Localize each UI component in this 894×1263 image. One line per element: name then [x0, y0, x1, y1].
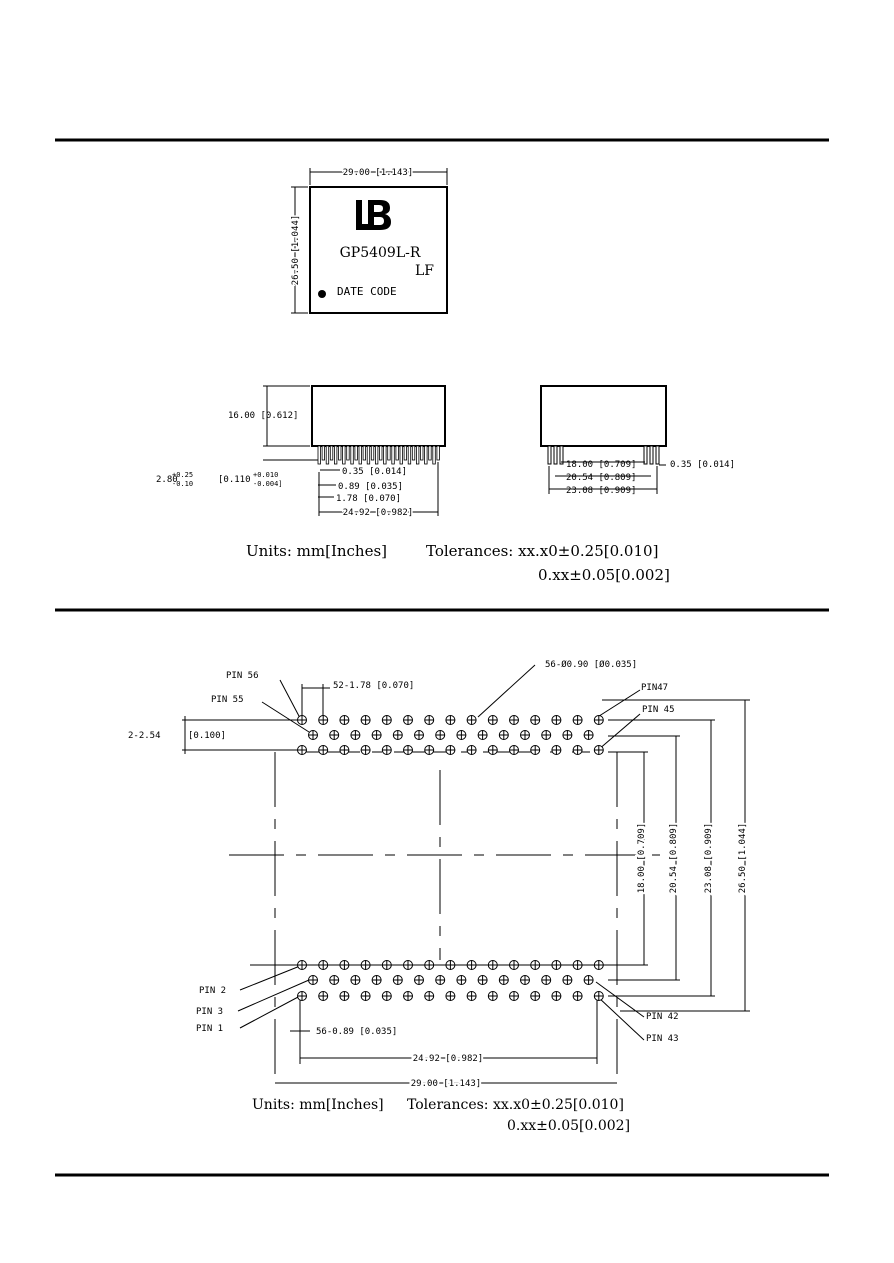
date-code: DATE CODE — [337, 285, 397, 298]
side-pin — [326, 446, 329, 464]
side-pin — [380, 446, 383, 460]
pin-pad — [319, 746, 328, 755]
pin-pad — [573, 746, 582, 755]
pin-pad — [563, 976, 572, 985]
pin-pad — [457, 976, 466, 985]
pin-pad — [340, 992, 349, 1001]
side-span-dim: 24.92 [0.982] — [342, 508, 414, 518]
pin-pad — [361, 992, 370, 1001]
side-height-dim: 16.00 [0.612] — [228, 411, 299, 421]
side-pins — [318, 446, 439, 464]
pin-pad — [499, 731, 508, 740]
pin1-dot — [318, 290, 326, 298]
pin-pad — [467, 716, 476, 725]
pin-pad — [425, 992, 434, 1001]
side-pin — [359, 446, 362, 464]
side-pin — [367, 446, 370, 464]
pin-pad — [573, 961, 582, 970]
side-pitch-dim: 1.78 [0.070] — [336, 494, 402, 504]
pin-pad — [552, 992, 561, 1001]
pin-pad — [309, 976, 318, 985]
end-row-dim-1: 18.00 [0.709] — [566, 460, 637, 470]
label-pin-47: PIN47 — [641, 683, 669, 693]
pin-pad — [467, 746, 476, 755]
side-pin — [330, 446, 333, 460]
pin-pad — [393, 731, 402, 740]
label-pin-56: PIN 56 — [226, 671, 259, 681]
label-pin-2: PIN 2 — [199, 986, 227, 996]
side-pin — [318, 446, 321, 464]
pin-pad — [573, 992, 582, 1001]
standoff-dim: 2.80 — [156, 475, 178, 485]
pin-pad — [298, 961, 307, 970]
standoff-inch: [0.110 — [218, 475, 251, 485]
top-view — [291, 168, 447, 313]
part-suffix: LF — [414, 263, 434, 279]
tolerance-line-2a: Tolerances: xx.x0±0.25[0.010] — [407, 1097, 624, 1113]
side-pin — [433, 446, 436, 464]
pin-pad — [552, 961, 561, 970]
pin-pad — [382, 992, 391, 1001]
standoff-tol-minus: -0.10 — [172, 480, 194, 488]
side-pin — [408, 446, 411, 464]
pin-pad — [351, 731, 360, 740]
label-pin-3: PIN 3 — [196, 1007, 224, 1017]
pin-pad — [573, 716, 582, 725]
side-pin — [351, 446, 354, 464]
pin-pad — [446, 992, 455, 1001]
span-dim: 24.92 [0.982] — [412, 1054, 484, 1064]
dim-26: 26.50 [1.044] — [738, 822, 748, 894]
units-label-1: Units: mm[Inches] — [246, 542, 388, 560]
end-pin-width-dim: 0.35 [0.014] — [670, 460, 736, 470]
pin-pad — [488, 716, 497, 725]
side-body — [312, 386, 445, 446]
top-width-dim: 29.00 [1.143] — [342, 168, 414, 178]
pin-pad — [510, 992, 519, 1001]
end-body — [541, 386, 666, 446]
part-number: GP5409L-R — [339, 245, 421, 261]
units-label-2: Units: mm[Inches] — [252, 1097, 384, 1113]
pin-pad — [584, 731, 593, 740]
label-pin-43: PIN 43 — [646, 1034, 679, 1044]
side-pin — [347, 446, 350, 460]
hole-dim: 56-Ø0.90 [Ø0.035] — [545, 660, 638, 670]
hb-logo — [356, 200, 391, 230]
pin-pad — [340, 746, 349, 755]
side-pin — [343, 446, 346, 464]
side-pin — [416, 446, 419, 464]
side-pin — [388, 446, 391, 460]
pin-pad — [298, 992, 307, 1001]
pin-pad — [415, 976, 424, 985]
pin-pad — [340, 961, 349, 970]
pin-pad — [542, 976, 551, 985]
pin-pad — [372, 731, 381, 740]
pin-pad — [372, 976, 381, 985]
side-pin-width-dim: 0.35 [0.014] — [342, 467, 408, 477]
pin-pad — [446, 746, 455, 755]
pin-pad — [467, 992, 476, 1001]
side-pin — [322, 446, 325, 460]
dim-23: 23.08 [0.909] — [704, 822, 714, 894]
pin-pad — [531, 746, 540, 755]
pin-pad — [584, 976, 593, 985]
pin-pad — [478, 731, 487, 740]
pin-pad — [510, 961, 519, 970]
pin-pad — [415, 731, 424, 740]
pin-pad — [563, 731, 572, 740]
pin-pad — [404, 716, 413, 725]
pin-pad — [521, 731, 530, 740]
pin-pad — [436, 976, 445, 985]
side-pin — [392, 446, 395, 464]
pin-pad — [531, 992, 540, 1001]
top-height-dim: 26.50 [1.044] — [291, 214, 301, 286]
pin-pad — [361, 716, 370, 725]
pin-pad — [382, 961, 391, 970]
pin-pad — [351, 976, 360, 985]
side-pin — [412, 446, 415, 460]
side-pin — [425, 446, 428, 464]
pin-pad — [425, 961, 434, 970]
footprint-pins — [298, 716, 604, 1001]
pin-pad — [510, 746, 519, 755]
side-pin — [404, 446, 407, 460]
pin-pad — [488, 961, 497, 970]
pin-pad — [446, 961, 455, 970]
pin-pad — [552, 746, 561, 755]
pin-pad — [393, 976, 402, 985]
end-row-dim-2: 20.54 [0.809] — [566, 473, 637, 483]
row-pitch-inch: [0.100] — [188, 731, 226, 741]
pin-pad — [594, 992, 603, 1001]
pin-pad — [298, 716, 307, 725]
dim-18: 18.00 [0.709] — [637, 822, 647, 894]
pin-pad — [488, 746, 497, 755]
pin-pad — [298, 746, 307, 755]
side-pin — [355, 446, 358, 460]
pad-dim: 56-0.89 [0.035] — [316, 1027, 398, 1037]
pin-pad — [531, 961, 540, 970]
pin-pad — [499, 976, 508, 985]
dim-20: 20.54 [0.809] — [669, 822, 679, 894]
side-pin — [375, 446, 378, 464]
pin-pad — [552, 716, 561, 725]
side-pin — [334, 446, 337, 464]
pin-pad — [594, 961, 603, 970]
standoff-inch-minus: -0.004] — [253, 480, 283, 488]
tolerance-note-2 — [252, 1097, 630, 1134]
label-pin-1: PIN 1 — [196, 1024, 224, 1034]
pitch-dim: 52-1.78 [0.070] — [333, 681, 415, 691]
end-row-dim-3: 23.08 [0.909] — [566, 486, 637, 496]
standoff-tol-plus: +0.25 — [172, 471, 194, 479]
side-pin — [384, 446, 387, 464]
side-pin — [396, 446, 399, 460]
tolerance-line-2b: 0.xx±0.05[0.002] — [507, 1118, 631, 1134]
tolerance-line-1b: 0.xx±0.05[0.002] — [538, 566, 670, 584]
standoff-inch-plus: +0.010 — [253, 471, 279, 479]
pin-pad — [425, 746, 434, 755]
side-pin — [437, 446, 440, 460]
pin-pad — [330, 731, 339, 740]
pin-pad — [594, 746, 603, 755]
pin-pad — [382, 746, 391, 755]
pin-pad — [319, 961, 328, 970]
side-pin — [429, 446, 432, 460]
pin-pad — [531, 716, 540, 725]
side-pin — [371, 446, 374, 460]
pin-pad — [457, 731, 466, 740]
pin-pad — [425, 716, 434, 725]
pin-pad — [521, 976, 530, 985]
label-pin-42: PIN 42 — [646, 1012, 679, 1022]
footprint — [128, 659, 750, 1089]
pin-pad — [319, 716, 328, 725]
side-pin — [400, 446, 403, 464]
tolerance-note-1 — [246, 542, 670, 584]
pin-pad — [309, 731, 318, 740]
pin-pad — [488, 992, 497, 1001]
pin-pad — [510, 716, 519, 725]
pin-pad — [340, 716, 349, 725]
side-pin — [421, 446, 424, 460]
pin-pad — [404, 746, 413, 755]
side-view — [156, 386, 445, 518]
tolerance-line-1a: Tolerances: xx.x0±0.25[0.010] — [426, 542, 659, 560]
side-pin — [339, 446, 342, 460]
side-pin — [363, 446, 366, 460]
side-pin-dia-dim: 0.89 [0.035] — [338, 482, 404, 492]
pin-pad — [542, 731, 551, 740]
pin-pad — [382, 716, 391, 725]
width-dim: 29.00 [1.143] — [410, 1079, 482, 1089]
row-pitch-dim: 2-2.54 — [128, 731, 161, 741]
pin-pad — [478, 976, 487, 985]
label-pin-45: PIN 45 — [642, 705, 675, 715]
pin-pad — [404, 992, 413, 1001]
pin-pad — [361, 746, 370, 755]
pin-pad — [361, 961, 370, 970]
pin-pad — [446, 716, 455, 725]
label-pin-55: PIN 55 — [211, 695, 244, 705]
pin-pad — [404, 961, 413, 970]
pin-pad — [467, 961, 476, 970]
pin-pad — [319, 992, 328, 1001]
pin-pad — [330, 976, 339, 985]
pin-pad — [594, 716, 603, 725]
pin-pad — [436, 731, 445, 740]
end-view — [541, 386, 735, 496]
